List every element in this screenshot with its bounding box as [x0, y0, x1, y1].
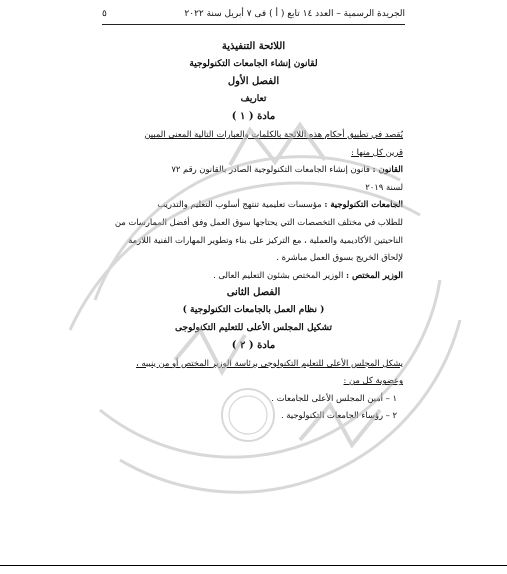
definition-universities-line-2: للطلاب في مختلف التخصصات التي يحتاجها سوق العمل وفق أفضل الممارسات من — [114, 216, 403, 227]
article-1-intro-line-2: قرين كل منها : — [351, 146, 403, 157]
header-rule — [102, 24, 405, 25]
definition-universities — [104, 196, 403, 214]
article-2-text-line-1: يشكل المجلس الأعلى للتعليم التكنولوجى برئاسة الوزير المختص أو من ينيبه ، — [136, 357, 403, 368]
list-item: ٢ – رؤساء الجامعات التكنولوجية . — [280, 410, 397, 421]
definition-universities-text-1: مؤسسات تعليمية تنتهج أسلوب التعليم والتدريب — [157, 199, 322, 210]
definition-universities-line-4: لإلحاق الخريج بسوق العمل مباشرة . — [276, 252, 403, 263]
regulation-title: اللائحة التنفيذية — [221, 41, 286, 52]
page-number: ٥ — [102, 9, 107, 19]
article-1-title: مادة ( ١ ) — [231, 111, 276, 123]
definition-universities-line-3: الناحيتين الأكاديمية والعملية ، مع التركيز على بناء وتطوير المهارات الفنية اللازمة — [128, 234, 403, 245]
definition-minister — [104, 267, 403, 285]
bottom-rule — [0, 565, 507, 566]
chapter-1-subtitle: تعاريف — [240, 93, 267, 104]
definition-minister-term: الوزير المختص : — [345, 269, 403, 280]
article-2-text-line-2: وعضوية كل من : — [343, 375, 403, 386]
article-1-intro-line-1: يُقصد في تطبيق أحكام هذه اللائحة بالكلمات والعبارات التالية المعنى المبين — [144, 128, 403, 139]
chapter-2-subtitle: ( نظام العمل بالجامعات التكنولوجية ) — [182, 304, 325, 315]
page-header — [102, 7, 405, 21]
definition-law-term: القانون : — [372, 164, 403, 175]
article-2-title: مادة ( ٢ ) — [231, 340, 276, 352]
definition-universities-term: الجامعات التكنولوجية : — [324, 199, 403, 210]
definition-law-cont: لسنة ٢٠١٩ — [365, 181, 403, 192]
definition-law — [104, 161, 403, 179]
gazette-title-line: الجريدة الرسمية – العدد ١٤ تابع ( أ ) فى ٧ أبريل سنة ٢٠٢٢ — [184, 9, 405, 19]
chapter-1-title: الفصل الأول — [227, 76, 280, 88]
article-2-text — [104, 355, 403, 373]
list-item: ١ – أمين المجلس الأعلى للجامعات . — [271, 392, 397, 403]
document-body — [104, 38, 403, 425]
definition-minister-text: الوزير المختص بشئون التعليم العالى . — [213, 269, 344, 280]
article-1-intro — [104, 126, 403, 144]
council-formation-title: تشكيل المجلس الأعلى للتعليم التكنولوجى — [175, 322, 332, 333]
article-1-intro-cont — [104, 144, 403, 162]
chapter-2-title: الفصل الثانى — [226, 287, 281, 299]
definition-law-text-1: قانون إنشاء الجامعات التكنولوجية الصادر بالقانون رقم ٧٢ — [171, 164, 370, 175]
article-2-text-cont — [104, 372, 403, 390]
law-title: لقانون إنشاء الجامعات التكنولوجية — [189, 58, 318, 69]
